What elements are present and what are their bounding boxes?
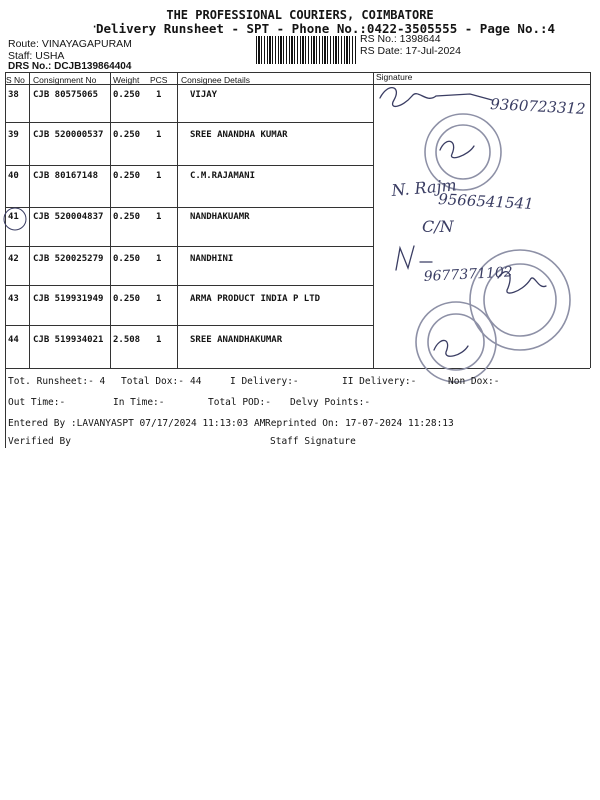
row-weight: 0.250 (113, 294, 141, 304)
row-sno: 38 (8, 90, 19, 100)
row-pcs: 1 (156, 294, 162, 304)
row-weight: 0.250 (113, 130, 141, 140)
row-consignee: ARMA PRODUCT INDIA P LTD (190, 294, 321, 304)
row-consignment: CJB 80167148 (33, 171, 99, 181)
row-sno: 43 (8, 294, 19, 304)
non-dox: Non Dox:- (448, 376, 500, 387)
col-consignment-header: Consignment No (33, 75, 97, 85)
row-consignee: SREE ANANDHA KUMAR (190, 130, 288, 140)
row-pcs: 1 (156, 212, 162, 222)
out-time: Out Time:- (8, 397, 66, 408)
row-pcs: 1 (156, 90, 162, 100)
row-pcs: 1 (156, 254, 162, 264)
row-consignment: CJB 519934021 (33, 335, 104, 345)
total-runsheet: Tot. Runsheet:- 4 (8, 376, 106, 387)
row-consignee: NANDHINI (190, 254, 234, 264)
col-pcs-header: PCS (150, 75, 168, 85)
staff: Staff: USHA (8, 50, 65, 62)
col-sno-header: S No (6, 75, 25, 85)
row-sno: 40 (8, 171, 19, 181)
route: Route: VINAYAGAPURAM (8, 38, 132, 50)
total-dox-value: 44 (190, 376, 202, 387)
col-weight-header: Weight (113, 75, 140, 85)
verified-by: Verified By (8, 436, 71, 447)
handwritten-name-row-40: N. Rajm (390, 175, 458, 200)
row-weight: 2.508 (113, 335, 141, 345)
row-pcs: 1 (156, 130, 162, 140)
handwritten-phone-row-40: 9566541541 (437, 190, 535, 213)
handwritten-phone-row-42: 9677371102 (423, 264, 514, 285)
company-name: THE PROFESSIONAL COURIERS, COIMBATORE (166, 8, 434, 22)
signature-row-38 (380, 88, 492, 107)
row-sno: 44 (8, 335, 19, 345)
row-sno: 41 (8, 212, 19, 222)
col-signature-header: Signature (376, 72, 413, 82)
i-delivery: I Delivery:- (230, 376, 299, 387)
row-41-circle-mark (4, 208, 26, 230)
row-pcs: 1 (156, 171, 162, 181)
row-consignee: VIJAY (190, 90, 218, 100)
company-stamp-inner-ring (436, 125, 490, 179)
signature-row-39 (440, 141, 474, 157)
row-sno: 42 (8, 254, 19, 264)
handwritten-note-row-41: C/N (422, 217, 454, 236)
delvy-points: Delvy Points:- (290, 397, 371, 408)
row-weight: 0.250 (113, 254, 141, 264)
row-consignment: CJB 520000537 (33, 130, 104, 140)
row-pcs: 1 (156, 335, 162, 345)
row-consignment: CJB 520025279 (33, 254, 104, 264)
dot-mark: · (91, 20, 99, 34)
row-consignee: NANDHAKUAMR (190, 212, 250, 222)
signature-row-44 (434, 340, 468, 356)
row-consignee: C.M.RAJAMANI (190, 171, 256, 181)
drs-number: DRS No.: DCJB139864404 (8, 61, 132, 72)
row-weight: 0.250 (113, 171, 141, 181)
row-consignee: SREE ANANDHAKUMAR (190, 335, 283, 345)
row-consignment: CJB 519931949 (33, 294, 104, 304)
handwritten-phone-row-38: 9360723312 (489, 95, 587, 118)
row-weight: 0.250 (113, 90, 141, 100)
rs-date: RS Date: 17-Jul-2024 (360, 45, 461, 57)
ii-delivery: II Delivery:- (342, 376, 417, 387)
in-time: In Time:- (113, 397, 165, 408)
row-sno: 39 (8, 130, 19, 140)
row-consignment: CJB 520004837 (33, 212, 104, 222)
staff-signature: Staff Signature (270, 436, 356, 447)
row-consignment: CJB 80575065 (33, 90, 99, 100)
row-weight: 0.250 (113, 212, 141, 222)
col-details-header: Consignee Details (181, 75, 250, 85)
rs-number: RS No.: 1398644 (360, 33, 441, 45)
entered-by: Entered By :LAVANYASPT 07/17/2024 11:13:03 AM (8, 418, 266, 429)
signature-row-42 (396, 246, 432, 270)
runsheet-title: Delivery Runsheet - SPT - Phone No.:0422-3505555 - Page No.:4 (96, 21, 556, 36)
total-dox-label: Total Dox:- (121, 376, 184, 387)
total-pod: Total POD:- (208, 397, 271, 408)
reprinted-on: Reprinted On: 17-07-2024 11:28:13 (265, 418, 454, 429)
